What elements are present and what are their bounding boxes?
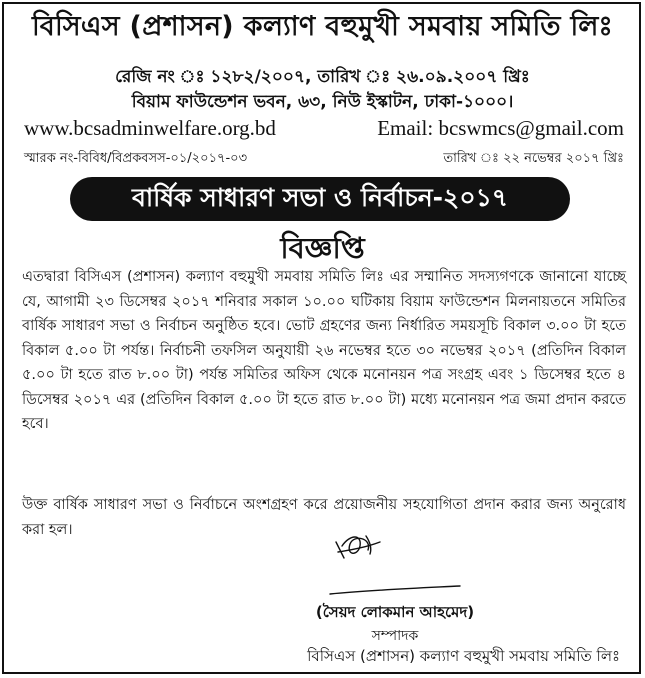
website-link[interactable]: www.bcsadminwelfare.org.bd <box>24 116 276 140</box>
email-text[interactable]: Email: bcswmcs@gmail.com <box>377 116 624 140</box>
registration-line: রেজি নং ঃ ১২৮২/২০০৭, তারিখ ঃ ২৬.০৯.২০০৭ খ্রিঃ <box>115 67 530 87</box>
address-line: বিয়াম ফাউন্ডেশন ভবন, ৬৩, নিউ ইস্কাটন, ঢাকা-১০০০। <box>131 92 514 112</box>
organization-title: বিসিএস (প্রশাসন) কল্যাণ বহুমুখী সমবায় সমিতি লিঃ <box>31 11 614 42</box>
signature-image <box>300 528 490 603</box>
notice-heading: বিজ্ঞপ্তি <box>280 231 365 265</box>
notice-paragraph-main: এতদ্বারা বিসিএস (প্রশাসন) কল্যাণ বহুমুখী সমবায় সমিতি লিঃ এর সম্মানিত সদস্যগণকে জানানো যাচ্ছে যে, আগামী ২৩ ডিসেম্বর ২০১৭ শনিবার সকাল ১০.০০ ঘটিকায় বিয়াম ফাউন্ডেশন মিলনায়তনে সমিতির বার্ষিক সাধারণ সভা ও নির্বাচন অনুষ্ঠিত হবে। ভোট গ্রহণের জন্য নির্ধারিত সময়সূচি বিকাল ৩.০০ টা হতে বিকাল ৫.০০ টা পর্যন্ত। নির্বাচনী তফসিল অনুযায়ী ২৬ নভেম্বর হতে ৩০ নভেম্বর ২০১৭ (প্রতিদিন বিকাল ৫.০০ টা হতে রাত ৮.০০ টা) পর্যন্ত সমিতির অফিস থেকে মনোনয়ন পত্র সংগ্রহ এবং ১ ডিসেম্বর হতে ৪ ডিসেম্বর ২০১৭ এর (প্রতিদিন বিকাল ৫.০০ টা হতে রাত ৮.০০ টা) মধ্যে মনোনয়ন পত্র জমা প্রদান করতে হবে। <box>22 269 626 432</box>
handwritten-signature <box>300 528 490 603</box>
event-banner <box>70 177 570 221</box>
memo-row <box>24 149 624 170</box>
memo-number: স্মারক নং-বিবিধ/বিপ্রকবসস-০১/২০১৭-০৩ <box>24 151 248 166</box>
contact-row <box>24 116 624 141</box>
banner-title: বার্ষিক সাধারণ সভা ও নির্বাচন-২০১৭ <box>131 182 509 212</box>
signatory-organization: বিসিএস (প্রশাসন) কল্যাণ বহুমুখী সমবায় সমিতি লিঃ <box>307 647 620 665</box>
memo-date: তারিখ ঃ ২২ নভেম্বর ২০১৭ খ্রিঃ <box>443 151 624 166</box>
signatory-designation: সম্পাদক <box>371 628 419 644</box>
notice-paragraph-request: উক্ত বার্ষিক সাধারণ সভা ও নির্বাচনে অংশগ্রহণ করে প্রয়োজনীয় সহযোগিতা প্রদান করার জন্য অনুরোধ করা হল। <box>22 497 626 538</box>
signatory-name: (সৈয়দ লোকমান আহমেদ) <box>315 603 475 621</box>
